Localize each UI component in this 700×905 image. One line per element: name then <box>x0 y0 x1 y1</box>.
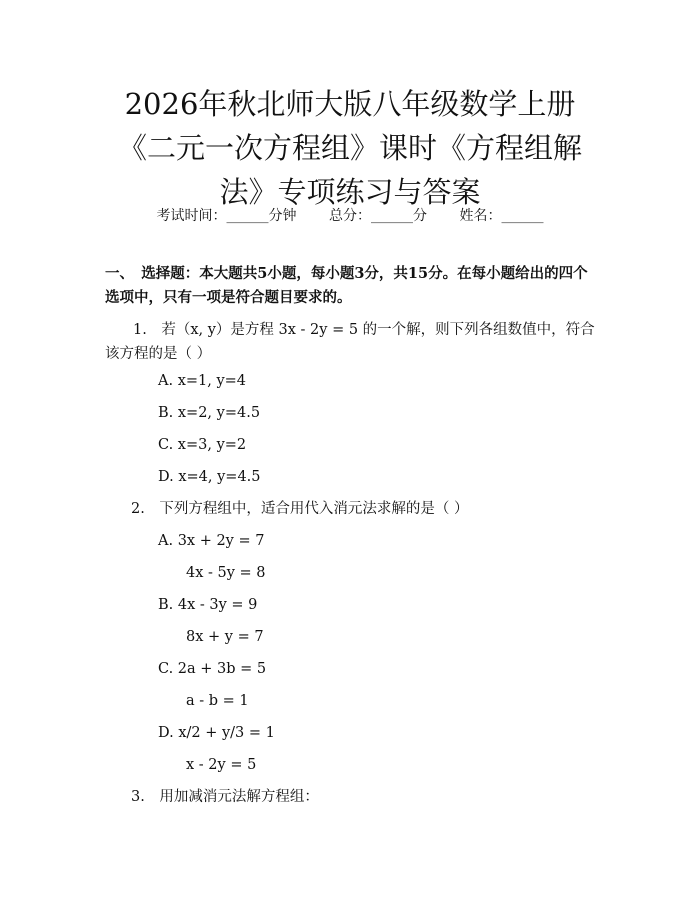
question-1-option-d: D. x=4, y=4.5 <box>158 469 261 485</box>
question-1-option-c: C. x=3, y=2 <box>158 437 247 453</box>
section-1-header: 一、 选择题：本大题共5小题，每小题3分，共15分。在每小题给出的四个选项中，只有一项是符合题目要求的。 <box>105 265 588 306</box>
document-title: 2026年秋北师大版八年级数学上册《二元一次方程组》课时《方程组解法》专项练习与答案 <box>117 87 582 209</box>
exam-name: 姓名：______ <box>459 208 544 224</box>
question-3-text: 3. 用加减消元法解方程组： <box>131 789 319 805</box>
question-2-option-d-eq1: D. x/2 + y/3 = 1 <box>158 725 275 741</box>
question-2-option-b-eq2: 8x + y = 7 <box>186 629 264 645</box>
question-2-option-d-eq2: x - 2y = 5 <box>186 757 257 773</box>
exam-score: 总分：______分 <box>329 208 427 224</box>
question-2-option-c-eq2: a - b = 1 <box>186 693 249 709</box>
question-1-option-b: B. x=2, y=4.5 <box>158 405 261 421</box>
question-2-text: 2. 下列方程组中，适合用代入消元法求解的是（ ） <box>131 501 469 517</box>
exam-time: 考试时间：______分钟 <box>156 208 297 224</box>
question-2-option-b-eq1: B. 4x - 3y = 9 <box>158 597 258 613</box>
question-2-option-a-eq2: 4x - 5y = 8 <box>186 565 266 581</box>
exam-meta <box>0 206 700 226</box>
question-2-option-c-eq1: C. 2a + 3b = 5 <box>158 661 267 677</box>
question-1-text: 1. 若（x, y）是方程 3x - 2y = 5 的一个解，则下列各组数值中，符合该方程的是（ ） <box>105 322 595 362</box>
question-2-option-a-eq1: A. 3x + 2y = 7 <box>158 533 265 549</box>
question-1-option-a: A. x=1, y=4 <box>158 373 247 389</box>
